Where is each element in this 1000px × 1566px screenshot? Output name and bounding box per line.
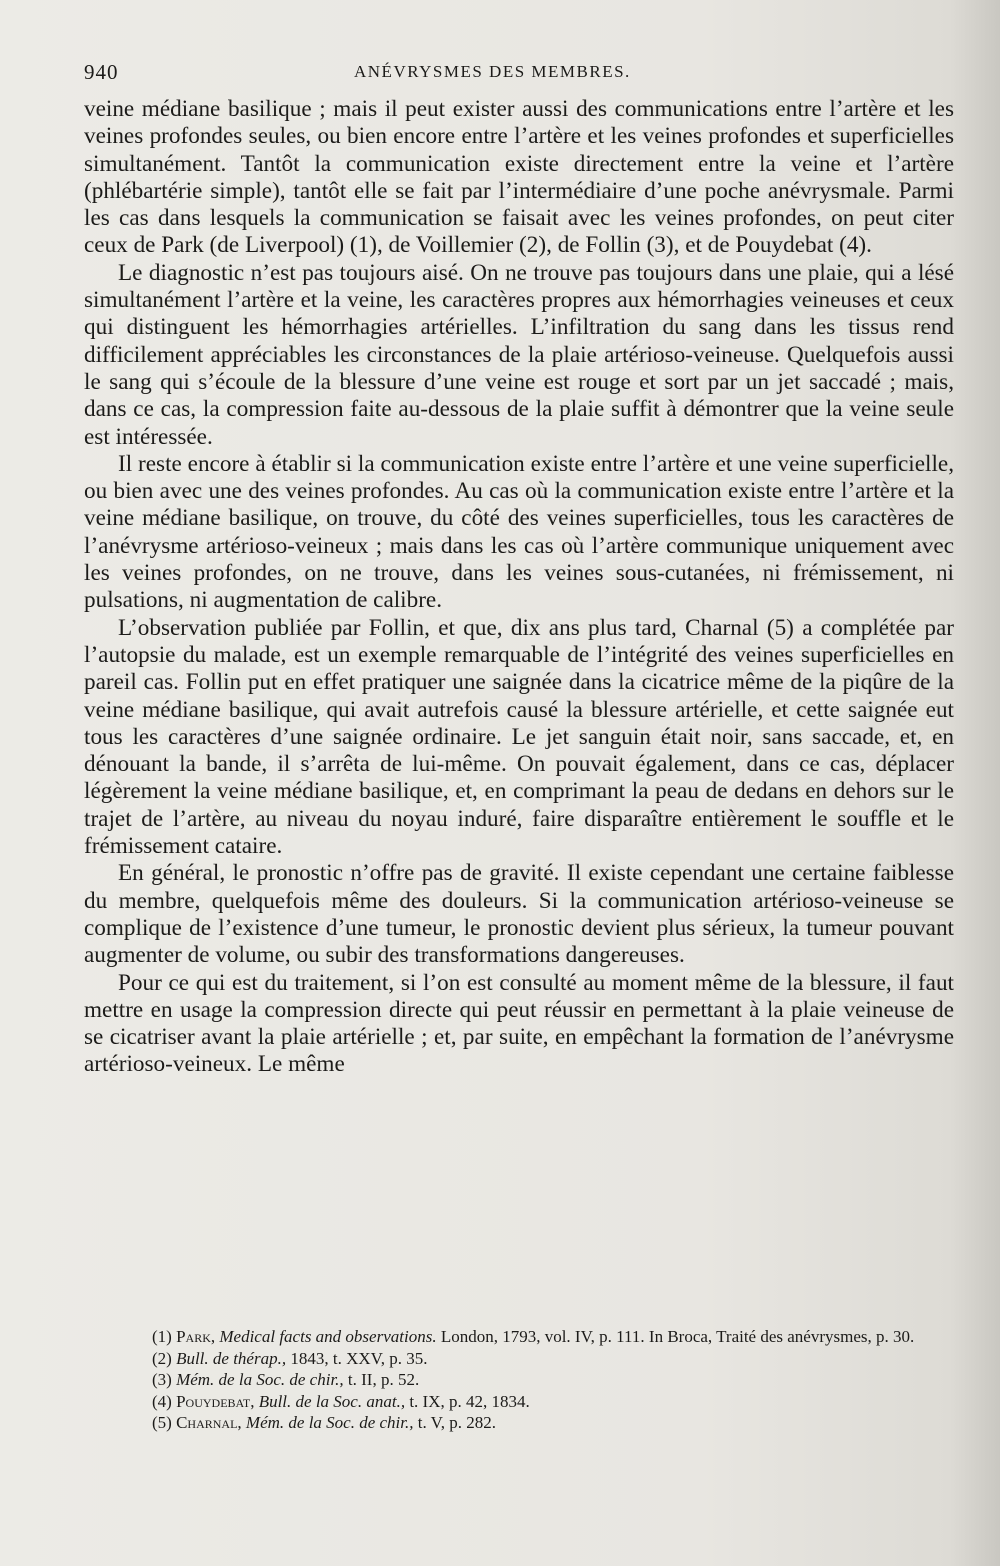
footnotes — [84, 1326, 954, 1434]
footnote-title: Medical facts and observations. — [219, 1327, 437, 1346]
footnote-title: Bull. de thérap., — [176, 1348, 287, 1368]
footnote-author: Charnal, — [176, 1413, 242, 1432]
paragraph: En général, le pronostic n’offre pas de gravité. Il existe cependant une certaine faiblesse du membre, quelquefois même des douleurs. Si la communication artérioso-veineuse se complique de l’existence d’une tumeur, le pronostic devient plus sérieux, la tumeur pouvant augmenter de volume, ou subir des transformations dangereuses. — [84, 860, 954, 969]
paragraph: veine médiane basilique ; mais il peut exister aussi des communications entre l’artère et les veines profondes seules, ou bien encore entre l’artère et les veines profondes et superficielles simultanément. Tantôt la communication existe directement entre la veine et l’artère (phlébartérie simple), tantôt elle se fait par l’intermédiaire d’une poche anévrysmale. Parmi les cas dans lesquels la communication se faisait avec les veines profondes, on peut citer ceux de Park (de Liverpool) (1), de Voillemier (2), de Follin (3), et de Pouydebat (4). — [84, 96, 954, 259]
footnote-details: London, 1793, vol. IV, p. 111. In Broca, Traité des anévrysmes, p. 30. — [440, 1327, 915, 1346]
footnote-marker: (1) — [152, 1327, 172, 1346]
footnote-details: 1843, t. XXV, p. 35. — [290, 1348, 428, 1368]
running-title: ANÉVRYSMES DES MEMBRES. — [354, 62, 631, 81]
footnote — [84, 1412, 954, 1434]
footnote — [84, 1326, 954, 1348]
paragraph: Pour ce qui est du traitement, si l’on est consulté au moment même de la blessure, il faut mettre en usage la compression directe qui peut réussir en permettant à la plaie veineuse de se cicatriser avant la plaie artérielle ; et, par suite, en empêchant la formation de l’anévrysme artérioso-veineux. Le même — [84, 969, 954, 1078]
footnote — [84, 1348, 954, 1370]
footnote-marker: (3) — [152, 1370, 172, 1389]
footnote-details: t. IX, p. 42, 1834. — [409, 1391, 530, 1411]
footnote-author: Park, — [176, 1327, 216, 1346]
footnote-details: t. II, p. 52. — [347, 1370, 420, 1389]
paragraph: L’observation publiée par Follin, et que, dix ans plus tard, Charnal (5) a complétée par l’autopsie du malade, est un exemple remarquable de l’intégrité des veines superficielles en pareil cas. Follin put en effet pratiquer une saignée dans la cicatrice même de la piqûre de la veine médiane basilique, qui avait autrefois causé la blessure artérielle, et cette saignée eut tous les caractères d’une saignée ordinaire. Le jet sanguin était noir, sans saccade, et, en dénouant la bande, il s’arrêta de lui-même. On pouvait également, dans ce cas, déplacer légèrement la veine médiane basilique, et, en comprimant la peau de dedans en dehors sur le trajet de l’artère, au niveau du noyau induré, faire disparaître entièrement le souffle et le frémissement cataire. — [84, 614, 954, 860]
footnote-marker: (2) — [152, 1348, 172, 1368]
footnote-title: Mém. de la Soc. de chir., — [176, 1370, 344, 1389]
footnote — [84, 1391, 954, 1413]
body-text — [84, 96, 954, 1079]
footnote-marker: (5) — [152, 1413, 172, 1432]
footnote-details: t. V, p. 282. — [417, 1413, 497, 1432]
footnote-title: Bull. de la Soc. anat., — [258, 1391, 406, 1411]
footnote — [84, 1369, 954, 1391]
footnote-title: Mém. de la Soc. de chir., — [245, 1413, 414, 1432]
paragraph: Il reste encore à établir si la communication existe entre l’artère et une veine superficielle, ou bien avec une des veines profondes. Au cas où la communication existe entre l’artère et la veine médiane basilique, on trouve, du côté des veines superficielles, tous les caractères de l’anévrysme artérioso-veineux ; mais dans les cas où l’artère communique uniquement avec les veines profondes, on ne trouve, dans les veines sous-cutanées, ni frémissement, ni pulsations, ni augmentation de calibre. — [84, 450, 954, 614]
paragraph: Le diagnostic n’est pas toujours aisé. On ne trouve pas toujours dans une plaie, qui a lésé simultanément l’artère et la veine, les caractères propres aux hémorrhagies veineuses et ceux qui distinguent les hémorrhagies artérielles. L’infiltration du sang dans les tissus rend difficilement appréciables les circonstances de la plaie artérioso-veineuse. Quelquefois aussi le sang qui s’écoule de la blessure d’une veine est rouge et sort par un jet saccadé ; mais, dans ce cas, la compression faite au-dessous de la plaie suffit à démontrer que la veine seule est intéressée. — [84, 259, 954, 450]
footnote-author: Pouydebat, — [176, 1391, 255, 1411]
page-number: 940 — [84, 60, 119, 84]
footnote-marker: (4) — [152, 1391, 172, 1411]
running-head — [84, 60, 944, 90]
